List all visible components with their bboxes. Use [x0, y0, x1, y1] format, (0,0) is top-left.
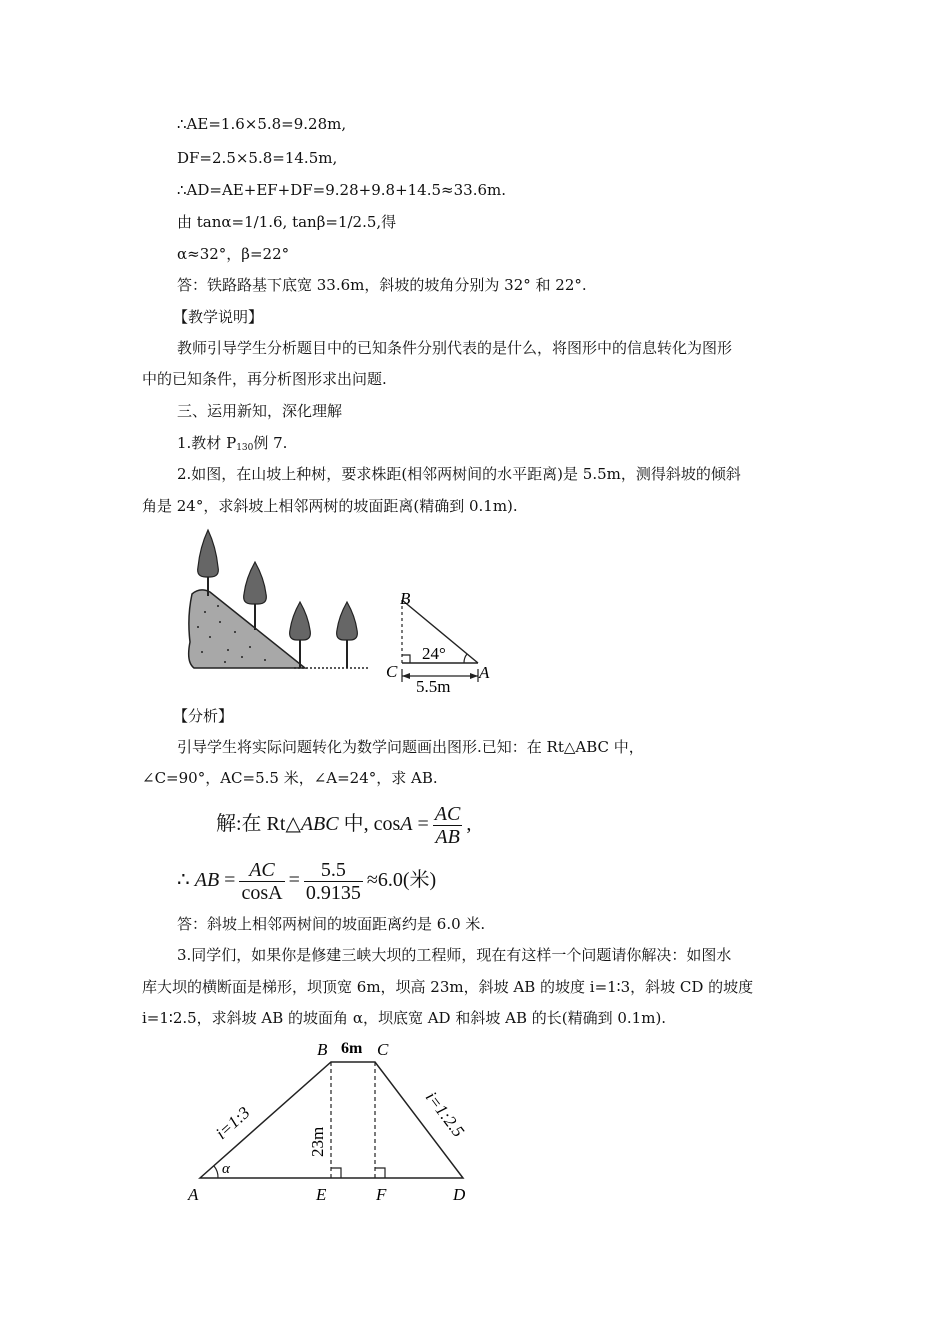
item-3-line2: 库大坝的横断面是梯形，坝顶宽 6m，坝高 23m，斜坡 AB 的坡度 i=1∶3，斜坡 CD 的坡度 [142, 978, 754, 996]
label-alpha: α [222, 1161, 230, 1177]
item-1-example: 例 7. [253, 434, 288, 452]
teaching-note-line2: 中的已知条件，再分析图形求出问题. [142, 370, 387, 388]
solution-line2 [177, 856, 436, 904]
item-2-line1: 2.如图，在山坡上种树，要求株距(相邻两树间的水平距离)是 5.5m，测得斜坡的倾斜 [177, 465, 741, 483]
label-height: 23m [308, 1126, 327, 1157]
fraction-den: 0.9135 [305, 881, 361, 904]
solution-prefix: 解:在 Rt△ [216, 813, 301, 835]
label-a: A [188, 1185, 199, 1204]
label-b: B [317, 1040, 328, 1059]
line-df: DF=2.5×5.8=14.5m, [177, 149, 338, 167]
label-left-slope: i=1:3 [211, 1102, 254, 1143]
fraction-num: AC [239, 859, 284, 882]
teaching-note-line1: 教师引导学生分析题目中的已知条件分别代表的是什么，将图形中的信息转化为图形 [177, 339, 733, 357]
label-d: D [453, 1185, 466, 1204]
therefore: ∴ [177, 869, 195, 891]
heading-analysis: 【分析】 [173, 707, 234, 725]
fraction-numeric [304, 859, 363, 904]
fraction-cosa [433, 803, 463, 848]
analysis-line1: 引导学生将实际问题转化为数学问题画出图形.已知：在 Rt△ABC 中， [177, 738, 644, 756]
eq-2: = [288, 869, 300, 891]
fraction-den: cosA [241, 881, 283, 904]
item-3-line1: 3.同学们，如果你是修建三峡大坝的工程师，现在有这样一个问题请你解决：如图水 [177, 946, 732, 964]
fraction-ac-cosa [239, 859, 284, 904]
label-c: C [386, 662, 398, 681]
answer-1: 答：铁路路基下底宽 33.6m，斜坡的坡角分别为 32° 和 22°. [177, 276, 587, 294]
label-top-width: 6m [341, 1040, 363, 1057]
item-1 [177, 433, 287, 456]
figure-slope-trees [180, 522, 500, 692]
line-ae: ∴AE=1.6×5.8=9.28m, [177, 115, 347, 133]
fraction-num: 5.5 [304, 859, 363, 882]
solution-line1 [216, 800, 471, 848]
figure-dam-trapezoid [180, 1035, 490, 1210]
item-1-text: 1.教材 P [177, 434, 237, 452]
answer-2: 答：斜坡上相邻两树间的坡面距离约是 6.0 米. [177, 915, 486, 933]
tree-icon [198, 530, 219, 596]
item-3-line3: i=1∶2.5，求斜坡 AB 的坡面角 α，坝底宽 AD 和斜坡 AB 的长(精确到 0.1m). [142, 1009, 667, 1027]
label-c: C [377, 1040, 389, 1059]
label-f: F [376, 1185, 387, 1204]
label-right-slope: i=1:2.5 [421, 1087, 469, 1141]
solution-mid: 中, cos [338, 813, 401, 835]
solution-eq: = [412, 813, 429, 835]
analysis-line2: ∠C=90°，AC=5.5 米，∠A=24°，求 AB. [142, 769, 438, 787]
heading-teaching-note: 【教学说明】 [173, 308, 264, 326]
fraction-num: AC [434, 802, 461, 825]
label-e: E [316, 1185, 327, 1204]
solution-comma: , [466, 813, 472, 835]
solution-a: A [400, 813, 413, 835]
section-heading: 三、运用新知，深化理解 [177, 402, 343, 420]
solution-abc: ABC [300, 813, 339, 835]
item-2-line2: 角是 24°，求斜坡上相邻两树的坡面距离(精确到 0.1m). [142, 497, 518, 515]
line-angles: α≈32°，β=22° [177, 245, 290, 263]
item-1-page: 130 [236, 443, 254, 453]
eq-1: = [219, 869, 236, 891]
label-b: B [400, 589, 411, 608]
label-distance: 5.5m [416, 677, 451, 692]
ab-var: AB [194, 869, 220, 891]
tree-icon [244, 562, 267, 630]
result: ≈6.0(米) [366, 869, 437, 891]
tree-icon [337, 602, 358, 668]
line-ad: ∴AD=AE+EF+DF=9.28+9.8+14.5≈33.6m. [177, 181, 506, 199]
label-angle: 24° [422, 644, 446, 663]
line-tan: 由 tanα=1/1.6, tanβ=1/2.5,得 [177, 213, 397, 231]
fraction-den: AB [435, 825, 460, 848]
label-a: A [479, 663, 490, 682]
